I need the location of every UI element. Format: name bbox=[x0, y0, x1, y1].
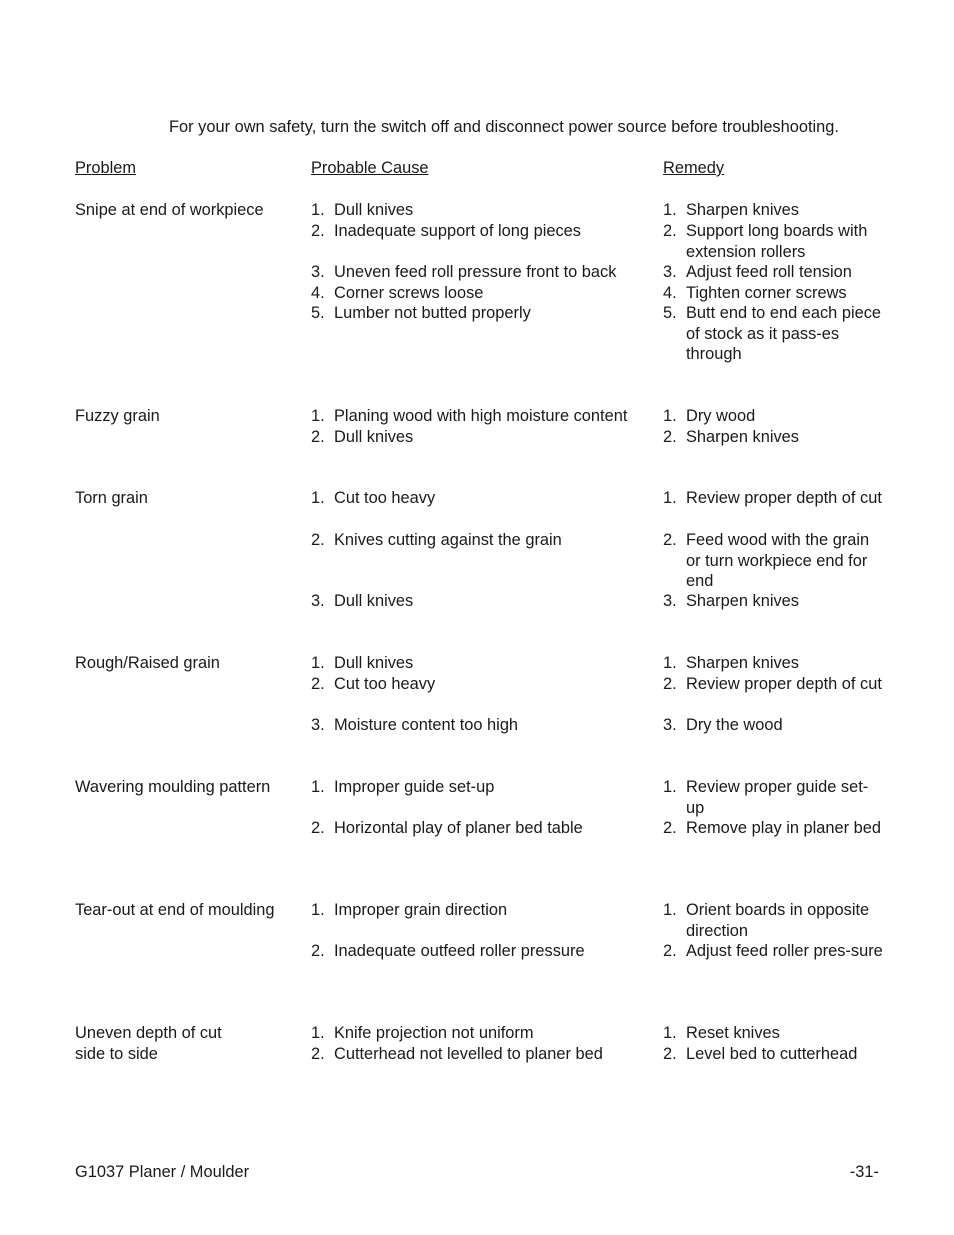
remedy-item-number: 5. bbox=[663, 304, 677, 322]
cause-item bbox=[311, 715, 656, 736]
cause-item bbox=[311, 653, 656, 674]
remedy-item-number: 1. bbox=[663, 1024, 677, 1042]
cause-item-number: 1. bbox=[311, 489, 325, 507]
cause-item-number: 1. bbox=[311, 407, 325, 425]
remedy-item bbox=[663, 653, 885, 674]
cause-item bbox=[311, 900, 656, 921]
remedy-item bbox=[663, 715, 885, 736]
cause-item-text: Knives cutting against the grain bbox=[334, 531, 562, 549]
remedy-item-number: 1. bbox=[663, 901, 677, 919]
remedy-item bbox=[663, 591, 885, 612]
header-remedy: Remedy bbox=[663, 159, 725, 177]
cause-item bbox=[311, 1044, 656, 1065]
remedy-item bbox=[663, 818, 885, 839]
cause-item bbox=[311, 777, 656, 798]
remedy-item-number: 3. bbox=[663, 263, 677, 281]
remedy-item bbox=[663, 1044, 885, 1065]
cause-item-number: 4. bbox=[311, 284, 325, 302]
cause-item bbox=[311, 530, 656, 551]
cause-item bbox=[311, 283, 656, 304]
cause-item-text: Horizontal play of planer bed table bbox=[334, 819, 583, 837]
problem-text: Rough/Raised grain bbox=[75, 654, 220, 672]
header-probable-cause: Probable Cause bbox=[311, 159, 429, 177]
cause-item-text: Inadequate support of long pieces bbox=[334, 222, 581, 240]
problem-text: Torn grain bbox=[75, 489, 148, 507]
cause-item-text: Dull knives bbox=[334, 654, 414, 672]
remedy-item bbox=[663, 427, 885, 448]
remedy-item-text: Sharpen knives bbox=[686, 654, 799, 672]
cause-item-text: Knife projection not uniform bbox=[334, 1024, 534, 1042]
remedy-item-text: Tighten corner screws bbox=[686, 284, 847, 302]
remedy-item bbox=[663, 530, 885, 592]
cause-item-number: 3. bbox=[311, 592, 325, 610]
problem-text: Snipe at end of workpiece bbox=[75, 201, 264, 219]
remedy-item bbox=[663, 941, 885, 962]
header-problem: Problem bbox=[75, 159, 137, 177]
cause-item bbox=[311, 427, 656, 448]
remedy-item-number: 2. bbox=[663, 942, 677, 960]
cause-item-text: Dull knives bbox=[334, 592, 414, 610]
footer-title: G1037 Planer / Moulder bbox=[75, 1163, 250, 1181]
cause-item-number: 1. bbox=[311, 778, 325, 796]
cause-item-number: 2. bbox=[311, 531, 325, 549]
remedy-item bbox=[663, 221, 885, 262]
remedy-item bbox=[663, 262, 885, 283]
remedy-item-text: Sharpen knives bbox=[686, 201, 799, 219]
cause-item-text: Improper grain direction bbox=[334, 901, 508, 919]
cause-item-text: Moisture content too high bbox=[334, 716, 519, 734]
cause-item-number: 3. bbox=[311, 716, 325, 734]
remedy-item-number: 3. bbox=[663, 592, 677, 610]
remedy-item bbox=[663, 777, 885, 818]
remedy-item-text: Feed wood with the grain or turn workpiece end for end bbox=[686, 531, 870, 591]
remedy-item bbox=[663, 674, 885, 695]
remedy-item-text: Review proper guide set-up bbox=[686, 778, 869, 817]
remedy-item-number: 1. bbox=[663, 778, 677, 796]
remedy-item-number: 2. bbox=[663, 428, 677, 446]
remedy-item-text: Dry the wood bbox=[686, 716, 783, 734]
cause-item-number: 1. bbox=[311, 901, 325, 919]
remedy-item bbox=[663, 283, 885, 304]
cause-item-text: Improper guide set-up bbox=[334, 778, 495, 796]
cause-item bbox=[311, 221, 656, 242]
problem-text: Tear-out at end of moulding bbox=[75, 901, 275, 919]
cause-item bbox=[311, 303, 656, 324]
remedy-item-number: 2. bbox=[663, 1045, 677, 1063]
remedy-item-number: 1. bbox=[663, 489, 677, 507]
problem-text: Fuzzy grain bbox=[75, 407, 160, 425]
cause-item-number: 5. bbox=[311, 304, 325, 322]
page-number: -31- bbox=[849, 1163, 879, 1181]
cause-item bbox=[311, 818, 656, 839]
cause-item bbox=[311, 591, 656, 612]
remedy-item-text: Adjust feed roll tension bbox=[686, 263, 852, 281]
cause-item-text: Inadequate outfeed roller pressure bbox=[334, 942, 585, 960]
cause-item bbox=[311, 941, 656, 962]
remedy-item-number: 2. bbox=[663, 819, 677, 837]
remedy-item-text: Sharpen knives bbox=[686, 428, 799, 446]
cause-item-text: Corner screws loose bbox=[334, 284, 484, 302]
remedy-item bbox=[663, 488, 885, 509]
cause-item-number: 2. bbox=[311, 942, 325, 960]
remedy-item bbox=[663, 900, 885, 941]
remedy-item-text: Review proper depth of cut bbox=[686, 675, 882, 693]
remedy-item-text: Sharpen knives bbox=[686, 592, 799, 610]
remedy-item-number: 1. bbox=[663, 201, 677, 219]
remedy-item-text: Remove play in planer bed bbox=[686, 819, 881, 837]
remedy-item-text: Orient boards in opposite direction bbox=[686, 901, 870, 940]
cause-item-number: 2. bbox=[311, 675, 325, 693]
cause-item-text: Dull knives bbox=[334, 428, 414, 446]
remedy-item-text: Adjust feed roller pres-sure bbox=[686, 942, 883, 960]
remedy-item bbox=[663, 303, 885, 365]
cause-item-number: 2. bbox=[311, 819, 325, 837]
cause-item-number: 1. bbox=[311, 654, 325, 672]
cause-item-number: 1. bbox=[311, 201, 325, 219]
cause-item bbox=[311, 406, 656, 427]
safety-notice: For your own safety, turn the switch off and disconnect power source before troubleshooting. bbox=[169, 118, 839, 136]
remedy-item-number: 3. bbox=[663, 716, 677, 734]
remedy-item-text: Reset knives bbox=[686, 1024, 780, 1042]
remedy-item-text: Butt end to end each piece of stock as it pass-es through bbox=[686, 304, 882, 364]
cause-item-text: Cut too heavy bbox=[334, 489, 436, 507]
cause-item bbox=[311, 200, 656, 221]
remedy-item-text: Level bed to cutterhead bbox=[686, 1045, 858, 1063]
cause-item-number: 1. bbox=[311, 1024, 325, 1042]
remedy-item-number: 1. bbox=[663, 654, 677, 672]
cause-item bbox=[311, 674, 656, 695]
remedy-item-number: 1. bbox=[663, 407, 677, 425]
remedy-item bbox=[663, 406, 885, 427]
remedy-item-number: 2. bbox=[663, 675, 677, 693]
cause-item-text: Lumber not butted properly bbox=[334, 304, 531, 322]
problem-text: Wavering moulding pattern bbox=[75, 778, 271, 796]
cause-item-text: Dull knives bbox=[334, 201, 414, 219]
remedy-item bbox=[663, 1023, 885, 1044]
remedy-item bbox=[663, 200, 885, 221]
cause-item-text: Planing wood with high moisture content bbox=[334, 407, 628, 425]
cause-item bbox=[311, 1023, 656, 1044]
cause-item-text: Uneven feed roll pressure front to back bbox=[334, 263, 617, 281]
cause-item-number: 3. bbox=[311, 263, 325, 281]
remedy-item-number: 2. bbox=[663, 531, 677, 549]
cause-item-text: Cut too heavy bbox=[334, 675, 436, 693]
remedy-item-text: Review proper depth of cut bbox=[686, 489, 882, 507]
cause-item bbox=[311, 488, 656, 509]
remedy-item-number: 4. bbox=[663, 284, 677, 302]
remedy-item-text: Dry wood bbox=[686, 407, 756, 425]
cause-item bbox=[311, 262, 656, 283]
cause-item-number: 2. bbox=[311, 428, 325, 446]
cause-item-number: 2. bbox=[311, 222, 325, 240]
remedy-item-text: Support long boards with extension rollers bbox=[686, 222, 868, 261]
problem-text: Uneven depth of cut side to side bbox=[75, 1024, 222, 1063]
remedy-item-number: 2. bbox=[663, 222, 677, 240]
cause-item-number: 2. bbox=[311, 1045, 325, 1063]
cause-item-text: Cutterhead not levelled to planer bed bbox=[334, 1045, 603, 1063]
